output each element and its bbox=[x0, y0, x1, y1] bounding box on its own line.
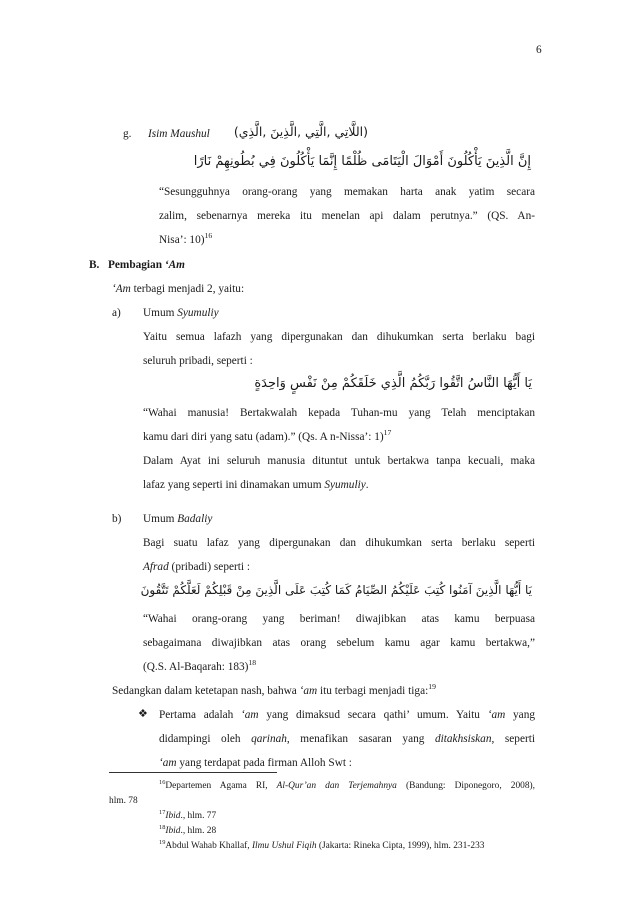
footnote-16-continued: hlm. 78 bbox=[109, 796, 138, 806]
footnote-17: $^{17}$Ibid., hlm. 77 bbox=[159, 808, 217, 821]
heading-title: Isim Maushul bbox=[148, 128, 210, 140]
bullet-text-line: Pertama adalah ‘am yang dimaksud secara qathi’ umum. Yaitu ‘am yang bbox=[159, 709, 535, 721]
item-a-description: Yaitu semua lafazh yang dipergunakan dan dihukumkan serta berlaku bagi bbox=[143, 331, 535, 343]
item-a-heading: Umum Syumuliy bbox=[143, 307, 219, 319]
translation-line: “Wahai orang-orang yang beriman! diwajibkan atas kamu berpuasa bbox=[143, 613, 535, 625]
translation-line: Nisa’: 10)$^{16}$ bbox=[159, 231, 213, 246]
bullet-diamond-icon: ❖ bbox=[138, 707, 148, 720]
explanation-line: Dalam Ayat ini seluruh manusia dituntut untuk bertakwa tanpa kecuali, maka bbox=[143, 455, 535, 467]
footnote-ref: 17 bbox=[383, 428, 392, 438]
translation-line: sebagaimana diwajibkan atas orang sebelum kamu agar kamu bertakwa,” bbox=[143, 637, 535, 649]
verse-nisa-10: إِنَّ الَّذِينَ يَأْكُلُونَ أَمْوَالَ الْيَتَامَى ظُلْمًا إِنَّمَا يَأْكُلُونَ فِي بُطُونِهِمْ نَارًا bbox=[193, 154, 531, 169]
arabic-examples: (اللَّاتِي ,الَّتِي ,الَّذِينَ ,الَّذِي) bbox=[233, 124, 368, 139]
item-b-description: Afrad (pribadi) seperti : bbox=[143, 561, 250, 573]
list-marker-b: b) bbox=[112, 513, 122, 525]
translation-line: “Wahai manusia! Bertakwalah kepada Tuhan-mu yang Telah menciptakan bbox=[143, 407, 535, 419]
footnote-ref: 16 bbox=[204, 231, 213, 241]
section-b-label: B. bbox=[89, 259, 100, 271]
bullet-text-line: ‘am yang terdapat pada firman Alloh Swt : bbox=[159, 757, 352, 769]
verse-baqarah-183: يَا أَيُّهَا الَّذِينَ آمَنُوا كُتِبَ عَلَيْكُمُ الصِّيَامُ كَمَا كُتِبَ عَلَى الَّذِينَ مِنْ قَبْلِكُمْ لَعَلَّكُمْ تَتَّقُونَ bbox=[140, 583, 532, 597]
list-marker-a: a) bbox=[112, 307, 121, 319]
explanation-line: lafaz yang seperti ini dinamakan umum Syumuliy. bbox=[143, 479, 369, 491]
footnote-separator bbox=[109, 772, 277, 773]
verse-nisa-1: يَا أَيُّهَا النَّاسُ اتَّقُوا رَبَّكُمُ الَّذِي خَلَقَكُمْ مِنْ نَفْسٍ وَاحِدَةٍ bbox=[254, 376, 532, 391]
closing-paragraph: Sedangkan dalam ketetapan nash, bahwa ‘am itu terbagi menjadi tiga:$^{19}$ bbox=[112, 682, 436, 697]
footnote-19: $^{19}$Abdul Wahab Khallaf, Ilmu Ushul Fiqih (Jakarta: Rineka Cipta, 1999), hlm. 231-233 bbox=[159, 838, 485, 851]
isim-maushul-heading bbox=[148, 127, 210, 141]
item-b-description: Bagi suatu lafaz yang dipergunakan dan dihukumkan serta berlaku seperti bbox=[143, 537, 535, 549]
section-b-title: Pembagian ‘Am bbox=[108, 259, 185, 271]
item-a-description: seluruh pribadi, seperti : bbox=[143, 355, 253, 367]
translation-line: “Sesungguhnya orang-orang yang memakan harta anak yatim secara bbox=[159, 186, 535, 198]
bullet-text-line: didampingi oleh qarinah, menafikan sasaran yang ditakhsiskan, seperti bbox=[159, 733, 535, 745]
section-b-intro: ‘Am terbagi menjadi 2, yaitu: bbox=[112, 283, 245, 295]
footnote-16: $^{16}$Departemen Agama RI, Al-Qur’an dan Terjemahnya (Bandung: Diponegoro, 2008), bbox=[159, 778, 535, 791]
list-marker-g: g. bbox=[123, 128, 132, 140]
page-number: 6 bbox=[536, 44, 542, 56]
footnote-ref: 18 bbox=[248, 658, 257, 668]
translation-line: kamu dari diri yang satu (adam).” (Qs. A n-Nissa’: 1)$^{17}$ bbox=[143, 428, 392, 443]
translation-line: zalim, sebenarnya mereka itu menelan api dalam perutnya.” (QS. An- bbox=[159, 210, 535, 222]
item-b-heading: Umum Badaliy bbox=[143, 513, 213, 525]
footnote-ref: 19 bbox=[428, 682, 436, 692]
footnote-18: $^{18}$Ibid., hlm. 28 bbox=[159, 823, 217, 836]
translation-line: (Q.S. Al-Baqarah: 183)$^{18}$ bbox=[143, 658, 257, 673]
